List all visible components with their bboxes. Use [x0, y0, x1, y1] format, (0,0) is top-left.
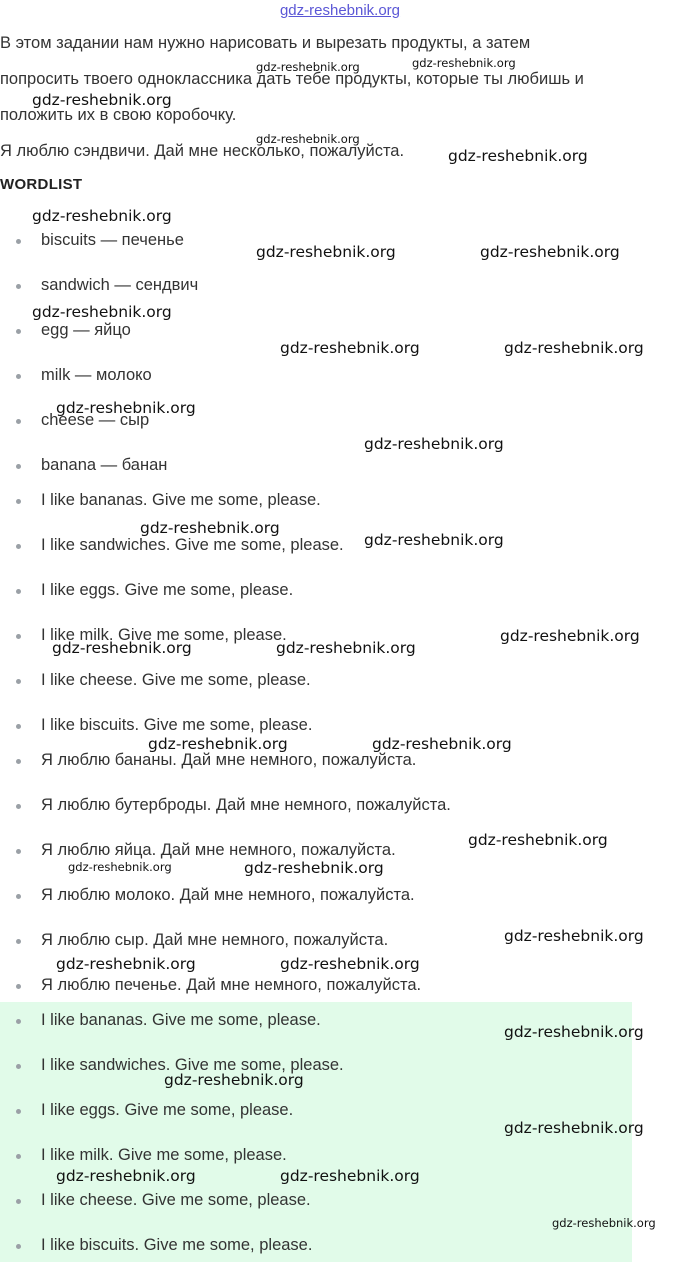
- watermark: gdz-reshebnik.org: [256, 60, 360, 74]
- watermark: gdz-reshebnik.org: [256, 132, 360, 146]
- watermark: gdz-reshebnik.org: [276, 639, 416, 657]
- watermark: gdz-reshebnik.org: [504, 927, 644, 945]
- watermark: gdz-reshebnik.org: [480, 243, 620, 261]
- watermark: gdz-reshebnik.org: [32, 207, 172, 225]
- bullet-icon: [16, 724, 21, 729]
- bullet-icon: [16, 1154, 21, 1159]
- watermark: gdz-reshebnik.org: [280, 339, 420, 357]
- bullet-icon: [16, 849, 21, 854]
- watermark: gdz-reshebnik.org: [32, 303, 172, 321]
- bullet-icon: [16, 759, 21, 764]
- intro-line-3: положить их в свою коробочку.: [0, 106, 237, 124]
- bullet-icon: [16, 544, 21, 549]
- watermark: gdz-reshebnik.org: [364, 531, 504, 549]
- intro-line-1: В этом задании нам нужно нарисовать и вырезать продукты, а затем: [0, 34, 531, 52]
- bullet-icon: [16, 939, 21, 944]
- watermark: gdz-reshebnik.org: [412, 56, 516, 70]
- watermark: gdz-reshebnik.org: [280, 955, 420, 973]
- intro-line-2: попросить твоего одноклассника дать тебе продукты, которые ты любишь и: [0, 70, 584, 88]
- bullet-icon: [16, 894, 21, 899]
- watermark: gdz-reshebnik.org: [256, 243, 396, 261]
- watermark: gdz-reshebnik.org: [140, 519, 280, 537]
- watermark: gdz-reshebnik.org: [468, 831, 608, 849]
- bullet-icon: [16, 589, 21, 594]
- watermark: gdz-reshebnik.org: [504, 1119, 644, 1137]
- bullet-icon: [16, 464, 21, 469]
- bullet-icon: [16, 804, 21, 809]
- watermark: gdz-reshebnik.org: [500, 627, 640, 645]
- bullet-icon: [16, 679, 21, 684]
- watermark: gdz-reshebnik.org: [164, 1071, 304, 1089]
- site-link[interactable]: gdz-reshebnik.org: [279, 2, 401, 19]
- watermark: gdz-reshebnik.org: [56, 955, 196, 973]
- bullet-icon: [16, 1199, 21, 1204]
- bullet-icon: [16, 329, 21, 334]
- bullet-icon: [16, 1109, 21, 1114]
- bullet-icon: [16, 1244, 21, 1249]
- watermark: gdz-reshebnik.org: [280, 1167, 420, 1185]
- bullet-icon: [16, 634, 21, 639]
- bullet-icon: [16, 374, 21, 379]
- bullet-icon: [16, 419, 21, 424]
- watermark: gdz-reshebnik.org: [364, 435, 504, 453]
- watermark: gdz-reshebnik.org: [244, 859, 384, 877]
- watermark: gdz-reshebnik.org: [52, 639, 192, 657]
- watermark: gdz-reshebnik.org: [148, 735, 288, 753]
- bullet-icon: [16, 1064, 21, 1069]
- example-sentence: Я люблю сэндвичи. Дай мне несколько, пожалуйста.: [0, 142, 405, 160]
- watermark: gdz-reshebnik.org: [448, 147, 588, 165]
- watermark: gdz-reshebnik.org: [32, 91, 172, 109]
- watermark: gdz-reshebnik.org: [372, 735, 512, 753]
- bullet-icon: [16, 499, 21, 504]
- wordlist-heading: WORDLIST: [0, 176, 83, 193]
- bullet-icon: [16, 984, 21, 989]
- bullet-icon: [16, 284, 21, 289]
- watermark: gdz-reshebnik.org: [504, 339, 644, 357]
- watermark: gdz-reshebnik.org: [552, 1216, 656, 1230]
- watermark: gdz-reshebnik.org: [56, 399, 196, 417]
- watermark: gdz-reshebnik.org: [68, 860, 172, 874]
- bullet-icon: [16, 239, 21, 244]
- watermark: gdz-reshebnik.org: [504, 1023, 644, 1041]
- watermark: gdz-reshebnik.org: [56, 1167, 196, 1185]
- bullet-icon: [16, 1019, 21, 1024]
